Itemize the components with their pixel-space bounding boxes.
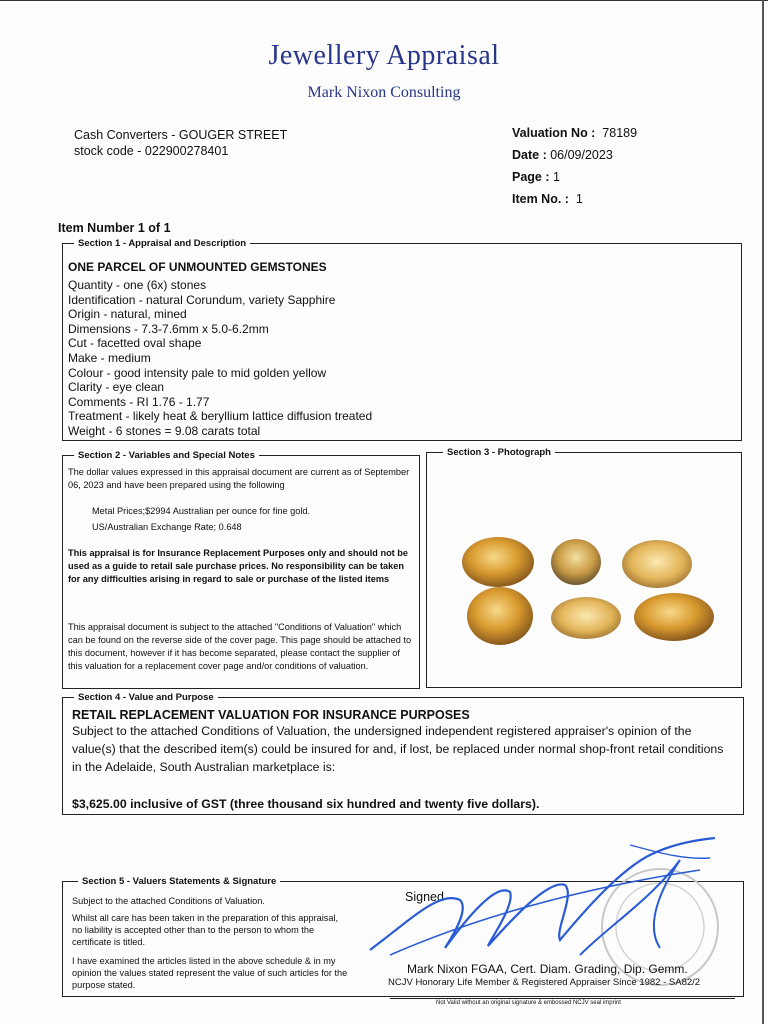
section5-line1: Subject to the attached Conditions of Valuation. <box>72 896 265 906</box>
gemstone <box>622 540 692 588</box>
gemstone <box>634 593 714 641</box>
client-block <box>74 127 287 159</box>
date-row <box>512 144 637 166</box>
valuation-no-label: Valuation No : <box>512 126 596 140</box>
section5-liability: Whilst all care has been taken in the preparation of this appraisal, no liability is accepted other than to the person to whom the certificate is titled. <box>72 913 339 948</box>
section2-para1: The dollar values expressed in this appraisal document are current as of September 06, 2023 and have been prepared using the following <box>68 467 410 490</box>
valuation-no: 78189 <box>602 126 638 140</box>
scan-edge-right <box>762 0 764 1024</box>
valuation-meta <box>512 122 637 210</box>
insurance-disclaimer: This appraisal is for Insurance Replacement Purposes only and should not be used as a guide to retail sale purchase prices. No responsibility can be taken for any difficulties arising in regard to sale or purchase of the listed items <box>68 548 409 584</box>
item-no-value: 1 <box>575 192 583 206</box>
description-line: Quantity - one (6x) stones <box>68 278 207 292</box>
signature <box>350 830 730 960</box>
gemstone <box>551 597 621 639</box>
footer-divider <box>390 998 735 999</box>
description-line: Cut - facetted oval shape <box>68 336 202 351</box>
section4-heading: RETAIL REPLACEMENT VALUATION FOR INSURANCE PURPOSES <box>72 708 470 722</box>
section4-body: Subject to the attached Conditions of Valuation, the undersigned independent registered appraiser's opinion of the value(s) that the described item(s) could be insured for and, if lost, be replaced under normal shop-front retail conditions in the Adelaide, South Australian marketplace is: <box>72 724 724 774</box>
description-line: Origin - natural, mined <box>68 307 187 322</box>
valuation-no-row <box>512 122 637 144</box>
scan-edge-top <box>0 0 768 1</box>
description-line: Identification - natural Corundum, variety Sapphire <box>68 292 336 307</box>
company-name: Mark Nixon Consulting <box>307 84 461 101</box>
description-line: Treatment - likely heat & beryllium lattice diffusion treated <box>68 409 373 424</box>
section4-label: Section 4 - Value and Purpose <box>74 692 218 704</box>
conditions-note: This appraisal document is subject to the attached "Conditions of Valuation" which can be found on the reverse side of the cover page. This page should be attached to this document, however if it has become separated, please contact the supplier of this valuation for a replacement cover page and/or conditions of valuation. <box>68 622 412 671</box>
client-name: Cash Converters - GOUGER STREET <box>74 128 288 142</box>
signed-label: Signed <box>405 890 444 904</box>
page-value: 1 <box>553 170 560 184</box>
item-no-row <box>512 188 637 210</box>
gemstones-photo <box>452 530 722 650</box>
stock-code: stock code - 022900278401 <box>74 144 229 158</box>
appraiser-name: Mark Nixon FGAA, Cert. Diam. Grading, Dip. Gemm. <box>407 962 688 976</box>
ncjv-membership: NCJV Honorary Life Member & Registered Appraiser Since 1982 - SA82/2 <box>388 977 701 988</box>
description-line: Make - medium <box>68 350 151 365</box>
date-label: Date : <box>512 148 547 162</box>
description-line: Colour - good intensity pale to mid golden yellow <box>68 365 327 380</box>
gemstone <box>462 537 534 587</box>
section5-examined: I have examined the articles listed in the above schedule & in my opinion the values stated represent the value of such articles for the purpose stated. <box>72 956 348 991</box>
document-title: Jewellery Appraisal <box>268 40 500 71</box>
section1-heading: ONE PARCEL OF UNMOUNTED GEMSTONES <box>68 260 327 274</box>
gemstone <box>467 587 533 645</box>
section1-label: Section 1 - Appraisal and Description <box>74 238 250 250</box>
validity-note: Not Valid without an original signature & embossed NCJV seal imprint <box>436 1000 621 1006</box>
page-label: Page : <box>512 170 550 184</box>
page-row <box>512 166 637 188</box>
item-no-label: Item No. : <box>512 192 569 206</box>
section1-description <box>68 278 372 439</box>
description-line: Comments - RI 1.76 - 1.77 <box>68 394 210 409</box>
metal-prices: Metal Prices;$2994 Australian per ounce for fine gold. <box>92 506 311 516</box>
section2-label: Section 2 - Variables and Special Notes <box>74 450 259 462</box>
valuation-amount: $3,625.00 inclusive of GST (three thousand six hundred and twenty five dollars). <box>72 797 540 811</box>
description-line: Clarity - eye clean <box>68 380 165 395</box>
exchange-rate: US/Australian Exchange Rate; 0.648 <box>92 522 242 532</box>
description-line: Dimensions - 7.3-7.6mm x 5.0-6.2mm <box>68 321 269 336</box>
section3-label: Section 3 - Photograph <box>443 447 555 459</box>
item-number-heading: Item Number 1 of 1 <box>58 221 171 235</box>
section5-label: Section 5 - Valuers Statements & Signature <box>78 876 280 888</box>
date-value: 06/09/2023 <box>550 148 613 162</box>
description-line: Weight - 6 stones = 9.08 carats total <box>68 423 261 438</box>
gemstone <box>551 539 601 585</box>
